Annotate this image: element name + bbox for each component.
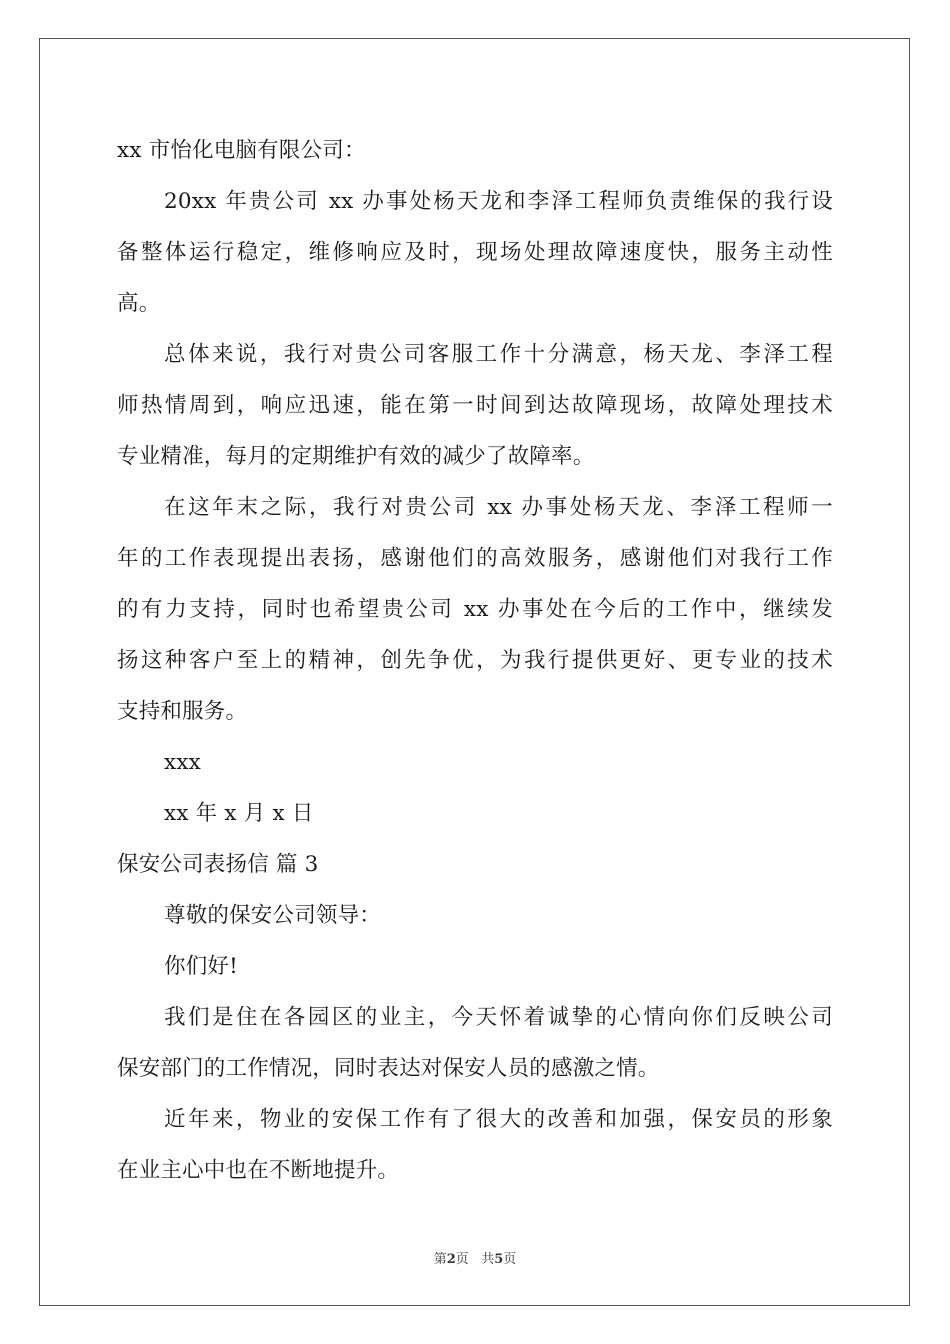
text-line: 备整体运行稳定，维修响应及时，现场处理故障速度快，服务主动性	[117, 240, 833, 265]
footer-total-pages: 5	[494, 1252, 504, 1267]
text-line: 年的工作表现提出表扬，感谢他们的高效服务，感谢他们对我行工作	[117, 546, 833, 571]
footer-total-suffix: 页	[503, 1252, 517, 1267]
signature-name: xxx	[164, 750, 201, 775]
text-line: 在业主心中也在不断地提升。	[117, 1158, 400, 1183]
text-line: 总体来说，我行对贵公司客服工作十分满意，杨天龙、李泽工程	[164, 342, 833, 367]
text-line: 保安部门的工作情况，同时表达对保安人员的感激之情。	[117, 1056, 660, 1081]
page-footer	[0, 1248, 950, 1267]
greeting: 你们好!	[164, 954, 238, 979]
text-line: 支持和服务。	[117, 699, 248, 724]
text-line: 20xx 年贵公司 xx 办事处杨天龙和李泽工程师负责维保的我行设	[164, 189, 833, 214]
footer-page-number: 2	[446, 1252, 456, 1267]
text-line: 师热情周到，响应迅速，能在第一时间到达故障现场，故障处理技术	[117, 393, 833, 418]
text-line: 高。	[117, 291, 161, 316]
signature-date: xx 年 x 月 x 日	[164, 801, 314, 826]
text-line: 专业精准，每月的定期维护有效的减少了故障率。	[117, 444, 595, 469]
section-heading: 保安公司表扬信 篇 3	[117, 852, 319, 877]
text-line: 扬这种客户至上的精神，创先争优，为我行提供更好、更专业的技术	[117, 648, 833, 673]
footer-page-suffix: 页	[455, 1252, 469, 1267]
text-line: 近年来，物业的安保工作有了很大的改善和加强，保安员的形象	[164, 1107, 833, 1132]
text-line: 在这年末之际，我行对贵公司 xx 办事处杨天龙、李泽工程师一	[164, 495, 833, 520]
footer-page-prefix: 第	[433, 1252, 447, 1267]
text-line: 我们是住在各园区的业主，今天怀着诚挚的心情向你们反映公司	[164, 1005, 833, 1030]
document-body	[117, 125, 833, 1196]
salutation: 尊敬的保安公司领导：	[164, 903, 382, 928]
footer-total-prefix: 共	[481, 1252, 495, 1267]
text-line: xx 市怡化电脑有限公司：	[117, 138, 366, 163]
text-line: 的有力支持，同时也希望贵公司 xx 办事处在今后的工作中，继续发	[117, 597, 833, 622]
